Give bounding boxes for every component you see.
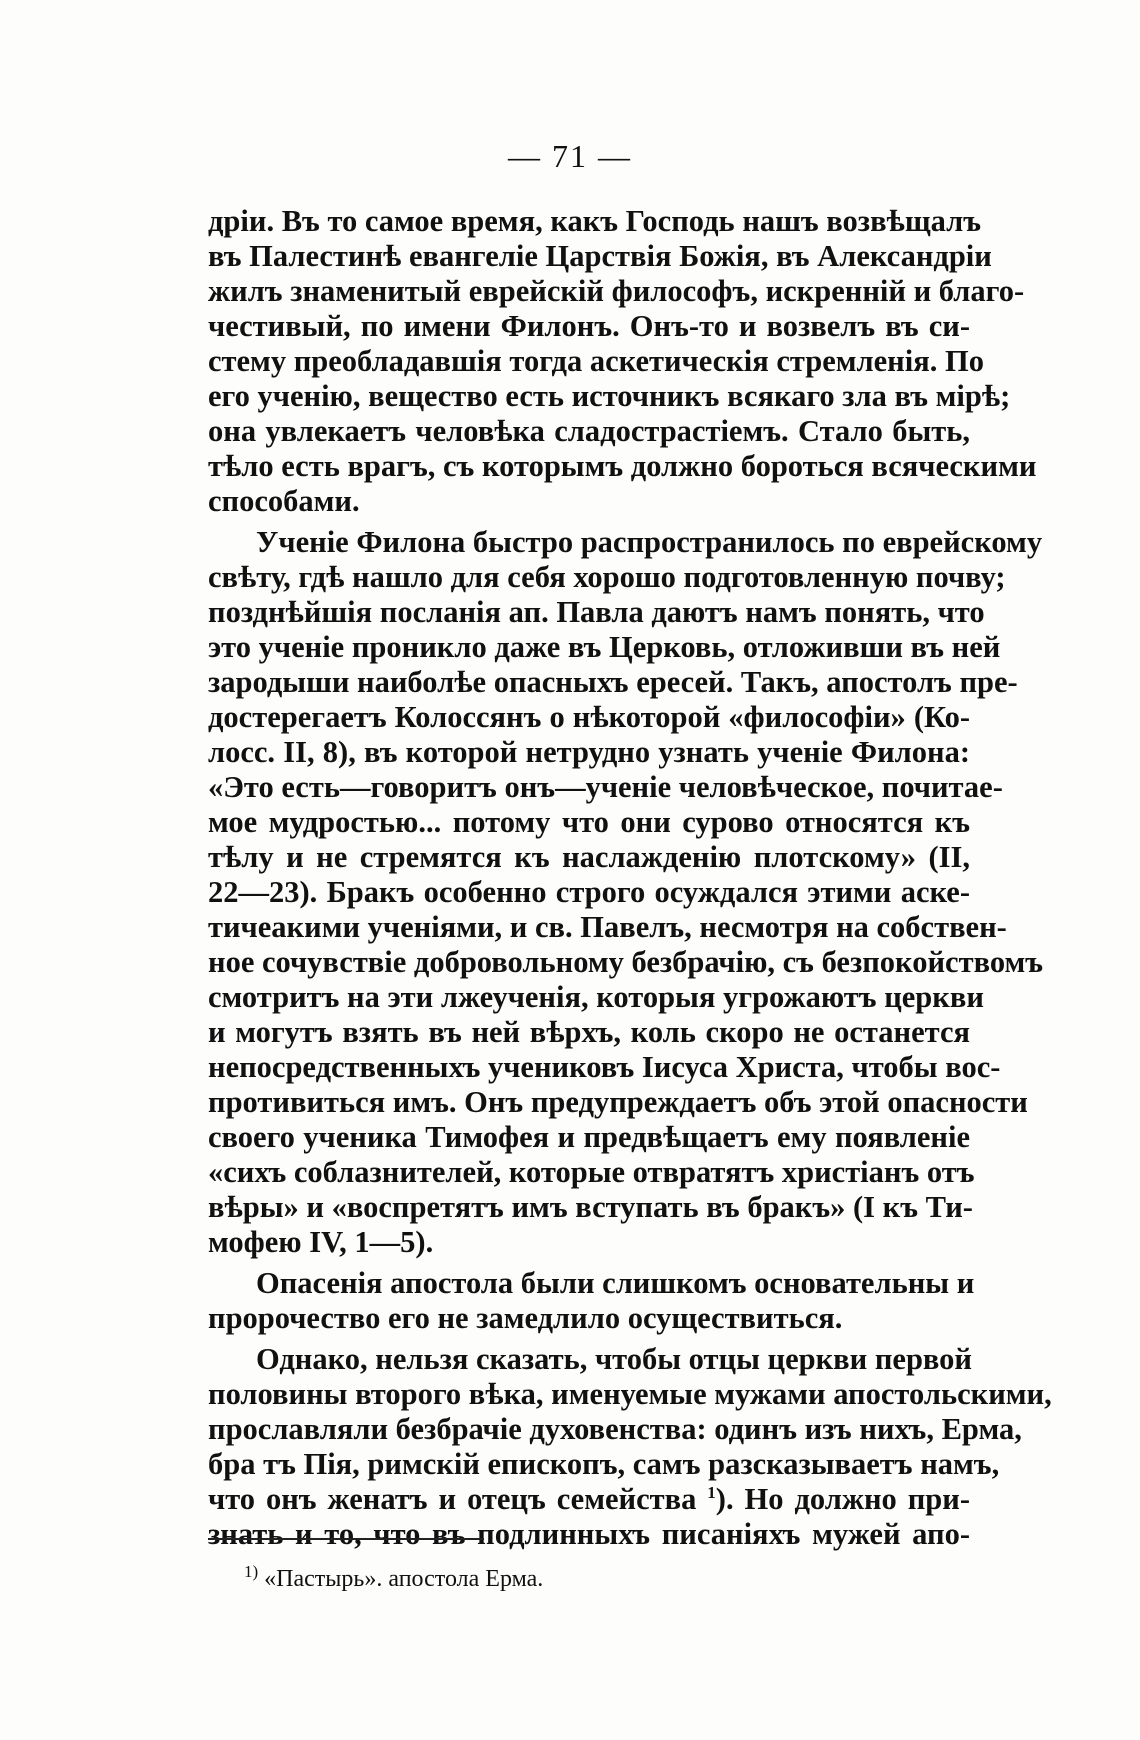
text-line: Однако, нельзя сказать, чтобы отцы церкви первой (256, 1342, 972, 1376)
text-line: тичеакими ученіями, и св. Павелъ, несмотря на собствен- (208, 910, 1007, 944)
text-line: прославляли безбрачіе духовенства: одинъ изъ нихъ, Ерма, (208, 1412, 1022, 1446)
text-fragment: ). Но должно при- (715, 1482, 970, 1516)
text-line: и могутъ взять въ ней вѣрхъ, коль скоро не останется (208, 1015, 970, 1049)
text-line: честивый, по имени Филонъ. Онъ-то и возвелъ въ си- (208, 309, 970, 343)
body-text (208, 204, 1052, 1552)
text-line: 22—23). Бракъ особенно строго осуждался этими аске- (208, 875, 970, 909)
text-line: свѣту, гдѣ нашло для себя хорошо подготовленную почву; (208, 560, 1006, 594)
text-line: ное сочувствіе добровольному безбрачію, съ безпокойствомъ (208, 945, 1044, 979)
footnote-mark: 1) (244, 1562, 259, 1581)
text-line: достерегаетъ Колоссянъ о нѣкоторой «философіи» (Ко- (208, 700, 970, 734)
text-line: лосс. II, 8), въ которой нетрудно узнать ученіе Филона: (208, 735, 970, 769)
text-line: «Это есть—говоритъ онъ—ученіе человѣческое, почитае- (208, 770, 1003, 804)
text-line: своего ученика Тимофея и предвѣщаетъ ему появленіе (208, 1120, 970, 1154)
text-line: мофею IV, 1—5). (208, 1225, 434, 1259)
footnote-text: «Пастырь». апостола Ерма. (258, 1566, 544, 1592)
footnote (244, 1562, 544, 1593)
text-line: жилъ знаменитый еврейскій философъ, искренній и благо- (208, 274, 1025, 308)
text-line: пророчество его не замедлило осуществиться. (208, 1301, 843, 1335)
text-line: бра тъ Пія, римскій епископъ, самъ разсказываетъ намъ, (208, 1447, 1000, 1481)
text-line: половины второго вѣка, именуемые мужами апостольскими, (208, 1377, 1052, 1411)
text-line-with-footnote (208, 1482, 970, 1517)
text-line: стему преобладавшія тогда аскетическія стремленія. По (208, 344, 984, 378)
text-line: это ученіе проникло даже въ Церковь, отложивши въ ней (208, 630, 1001, 664)
text-line: позднѣйшія посланія ап. Павла даютъ намъ понять, что (208, 595, 985, 629)
text-line: смотритъ на эти лжеученія, которыя угрожаютъ церкви (208, 980, 984, 1014)
text-line: дріи. Въ то самое время, какъ Господь нашъ возвѣщалъ (208, 204, 981, 238)
text-line: «сихъ соблазнителей, которые отвратятъ христіанъ отъ (208, 1155, 975, 1189)
text-line: тѣлу и не стремятся къ наслажденію плотскому» (II, (208, 840, 970, 874)
text-line: способами. (208, 484, 360, 518)
text-line: тѣло есть врагъ, съ которымъ должно бороться всяческими (208, 449, 1037, 483)
footnote-reference: 1 (707, 1482, 716, 1502)
text-line: знать и то, что въ подлинныхъ писаніяхъ мужей апо- (208, 1517, 970, 1551)
text-line: непосредственныхъ учениковъ Іисуса Христа, чтобы вос- (208, 1050, 1001, 1084)
text-line: вѣры» и «воспретятъ имъ вступать въ бракъ» (I къ Ти- (208, 1190, 973, 1224)
text-line: его ученію, вещество есть источникъ всякаго зла въ мірѣ; (208, 379, 1011, 413)
text-line: она увлекаетъ человѣка сладострастіемъ. Стало быть, (208, 414, 970, 448)
text-line: въ Палестинѣ евангеліе Царствія Божія, въ Александріи (208, 239, 992, 273)
footnote-divider (208, 1538, 484, 1540)
text-line: Ученіе Филона быстро распространилось по еврейскому (256, 525, 1043, 559)
text-line: Опасенія апостола были слишкомъ основательны и (256, 1266, 975, 1300)
page-number: — 71 — (508, 138, 632, 174)
text-line: мое мудростью... потому что они сурово относятся къ (208, 805, 970, 839)
text-line: противиться имъ. Онъ предупреждаетъ объ этой опасности (208, 1085, 1028, 1119)
text-fragment: что онъ женатъ и отецъ семейства (208, 1482, 697, 1516)
text-line: зародыши наиболѣе опасныхъ ересей. Такъ, апостолъ пре- (208, 665, 1018, 699)
